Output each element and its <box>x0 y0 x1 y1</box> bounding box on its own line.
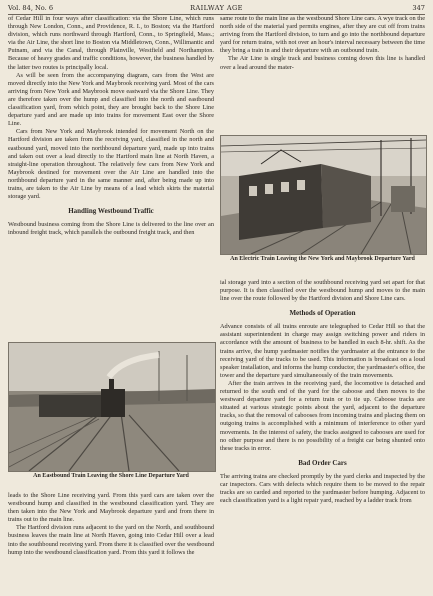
paragraph: of Cedar Hill in four ways after classification: via the Shore Line, which runs through New London, Conn., and Providence, R. I., to Boston; via the Hartford division, which runs northward through Hartford, Conn., to Springfield, Mass.; via the Air Line, the short line to Boston via Middletown, Conn., Willimantic and Putnam, and via the Canal, through Plainville, Westfield and Northampton. Because of heavy grades and traffic conditions, however, the business handled by the latter two routes is principally local. <box>8 15 214 71</box>
paragraph: same route to the main line as the westbound Shore Line cars. A wye track on the north side of the material yard permits engines, after they are cut off from trains arriving from the Hartford division, to turn and go into the northbound departure yard for return trains, with not over an hour's interval necessary between the time they bring a train in and their departure with an outbound train. <box>220 15 425 55</box>
paragraph: The Air Line is single track and business coming down this line is handled over a lead around the mater- <box>220 55 425 71</box>
section-heading: Handling Westbound Traffic <box>68 207 154 216</box>
paragraph: Westbound business coming from the Shore Line is delivered to the line over an inbound freight track, which parallels the outbound freight track, and then <box>8 221 214 237</box>
page-number: 347 <box>412 4 425 12</box>
paragraph: Advance consists of all trains enroute are telegraphed to Cedar Hill so that the assistant superintendent in charge may assign switching power and riders in accordance with the amount of business to be handled in each 8-hr. shift. As the trains arrive, the hump yardmaster notifies the yardmaster at the entrance to the receiving yard of the tracks to be used. This information is broadcast on a loud speaker installation, and informs the hump conductor, the yardmaster's office, the tower and the departure yard simultaneously of the train movements. <box>220 323 425 379</box>
journal-title: RAILWAY AGE <box>190 4 243 12</box>
section-heading: Methods of Operation <box>289 309 356 318</box>
paragraph: leads to the Shore Line receiving yard. From this yard cars are taken over the westbound hump and classified in the westbound classification yard. They are then taken into the New York and Maybrook departure yard and from there in trains out to the main line. <box>8 492 214 524</box>
paragraph: The Hartford division runs adjacent to the yard on the North, and southbound business leaves the main line at North Haven, going into Cedar Hill over a lead into the southbound receiving yard. From there it is classified over the westbound hump into the westbound classification yard. From this yard it follows the <box>8 524 214 556</box>
photo-electric-train <box>220 135 427 255</box>
paragraph: The arriving trains are checked promptly by the yard clerks and inspected by the car inspectors. Cars with defects which require them to be moved to the repair tracks are so carded and reported to the yardmaster before humping. Adjacent to each classification yard is a light repair yard, reached by a ladder track from <box>220 472 425 505</box>
section-heading: Bad Order Cars <box>298 458 347 467</box>
photo-eastbound-train <box>8 342 216 472</box>
paragraph: ial storage yard into a section of the southbound receiving yard set apart for that purpose. It is then classified over the westbound hump and moves to the main line over the route followed by the Hartford division and Shore Line cars. <box>220 279 425 303</box>
right-column-lower <box>220 279 425 505</box>
photo-caption: An Eastbound Train Leaving the Shore Line Departure Yard <box>33 473 189 479</box>
volume-number: Vol. 84, No. 6 <box>8 4 54 12</box>
paragraph: After the train arrives in the receiving yard, the locomotive is detached and returned to the south end of the yard for the caboose and then moves to the westward departure yard for a return train or to tie up. Caboose tracks are situated at various strategic points about the yard, adjacent to the departure tracks, so that the removal of cabooses from incoming trains and placing them on outgoing trains is accomplished with a minimum of interference to other yard movements. In the interest of safety, the tracks assigned to cabooses are used for no other purpose and there is no possibility of a freight car being shunted onto these tracks in error. <box>220 379 425 452</box>
paragraph: As will be seen from the accompanying diagram, cars from the West are moved directly into the New York and Maybrook receiving yard. Most of the cars arriving from New York and Maybrook move eastward via the Shore Line. They are therefore taken over the hump and classified into the north and eastbound classification yard, from which point, they are brought back to the Shore Line departure yard and are made up into trains for movement East over the Shore Line. <box>8 71 214 128</box>
paragraph: Cars from New York and Maybrook intended for movement North on the Hartford division are taken from the receiving yard, classified in the north and eastbound yard, moved into the northbound departure yard, made up into trains and taken out over a lead directly to the Hartford main line at North Haven, a straight-line operation throughout. The relatively few cars from New York and Maybrook destined for movement over the Air Line are handled into the northbound departure yard in the same manner and, after being made up into trains, are taken to the Air Line by means of a lead which skirts the material storage yard. <box>8 128 214 201</box>
photo-image <box>9 343 215 471</box>
left-column-upper <box>8 15 214 237</box>
right-column-upper <box>220 15 425 72</box>
running-header <box>8 2 425 15</box>
left-column-lower <box>8 492 214 557</box>
photo-caption: An Electric Train Leaving the New York and Maybrook Departure Yard <box>230 256 415 262</box>
photo-image <box>221 136 426 254</box>
